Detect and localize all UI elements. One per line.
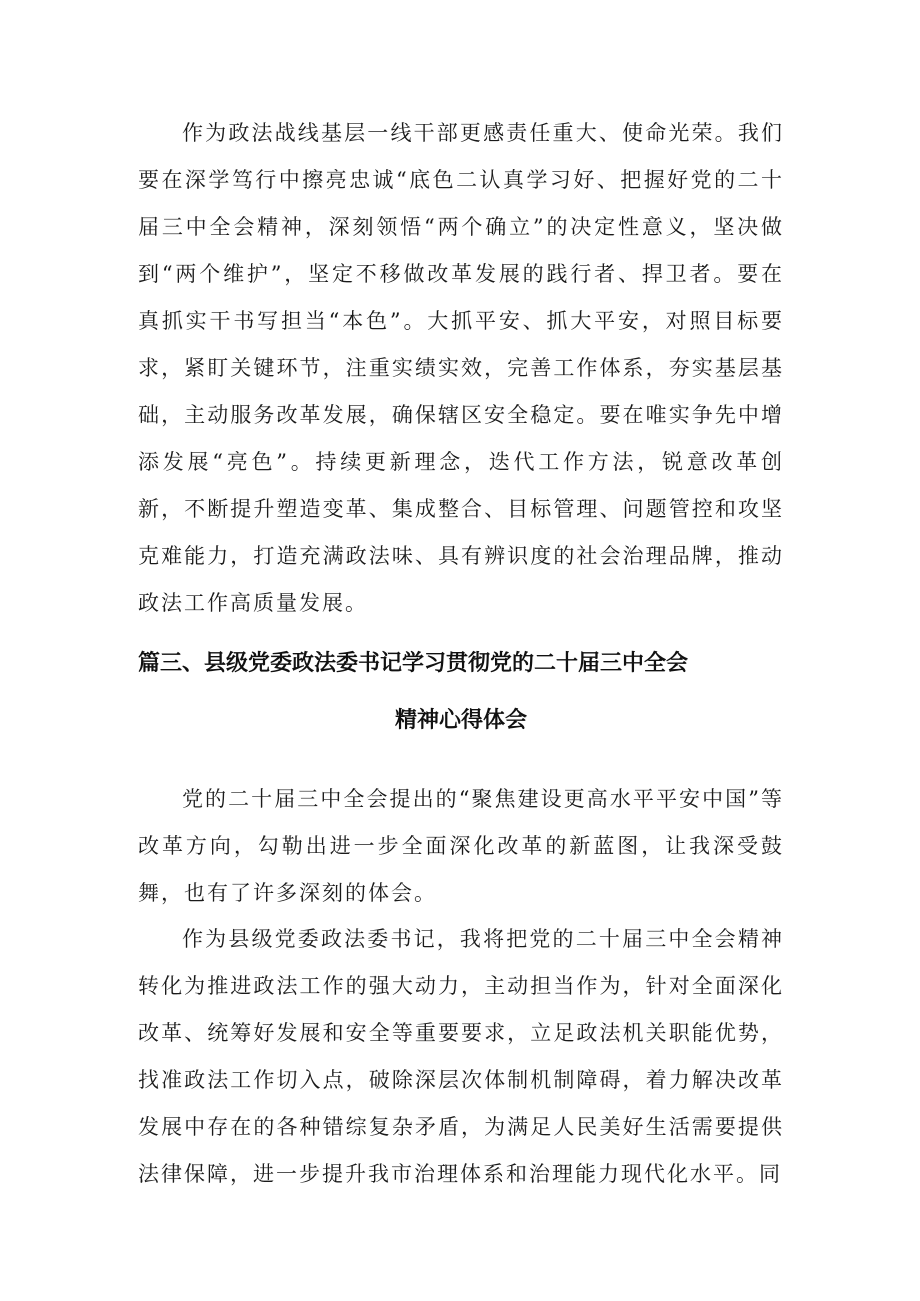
body-paragraph: 党的二十届三中全会提出的“聚焦建设更高水平平安中国”等改革方向，勾勒出进一步全面深化改革的新蓝图，让我深受鼓舞，也有了许多深刻的体会。 [138, 787, 784, 905]
section-heading-continuation: 精神心得体会 [394, 708, 527, 733]
body-paragraph: 作为县级党委政法委书记，我将把党的二十届三中全会精神转化为推进政法工作的强大动力，主动担当作为，针对全面深化改革、统筹好发展和安全等重要要求，立足政法机关职能优势，找准政法工作切入点，破除深层次体制机制障碍，着力解决改革发展中存在的各种错综复杂矛盾，为满足人民美好生活需要提供法律保障，进一步提升我市治理体系和治理能力现代化水平。同 [138, 927, 784, 1186]
section-heading: 篇三、县级党委政法委书记学习贯彻党的二十届三中全会 [138, 651, 689, 676]
body-paragraph: 作为政法战线基层一线干部更感责任重大、使命光荣。我们要在深学笃行中擦亮忠诚“底色二认真学习好、把握好党的二十届三中全会精神，深刻领悟“两个确立”的决定性意义，坚决做到“两个维护”，坚定不移做改革发展的践行者、捍卫者。要在真抓实干书写担当“本色”。大抓平安、抓大平安，对照目标要求，紧盯关键环节，注重实绩实效，完善工作体系，夯实基层基础，主动服务改革发展，确保辖区安全稳定。要在唯实争先中增添发展“亮色”。持续更新理念，迭代工作方法，锐意改革创新，不断提升塑造变革、集成整合、目标管理、问题管控和攻坚克难能力，打造充满政法味、具有辨识度的社会治理品牌，推动政法工作高质量发展。 [138, 121, 784, 615]
